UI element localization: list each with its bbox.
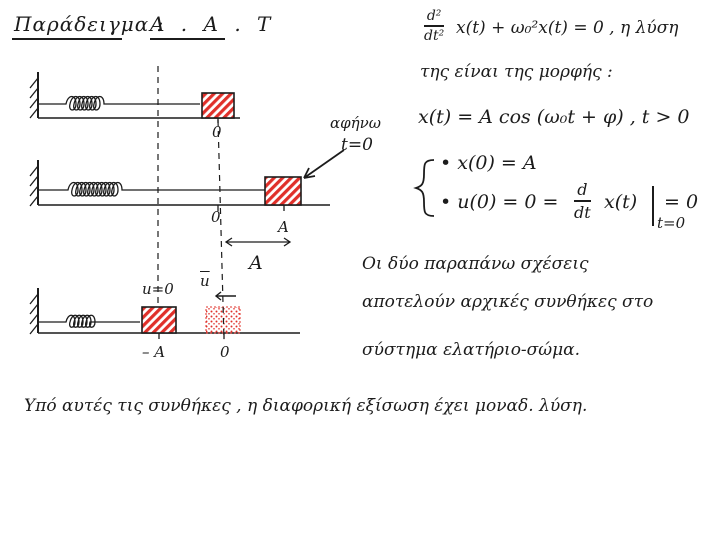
row-equilibrium	[30, 72, 240, 123]
zero-label-3: 0	[220, 343, 230, 361]
wall-hatching	[30, 294, 38, 334]
zero-label-2: 0	[211, 208, 221, 226]
note-line-2: αποτελούν αρχικές συνθήκες στο	[362, 292, 654, 312]
mass-block	[202, 93, 234, 118]
derivative-denominator: dt	[574, 202, 591, 222]
wall-hatching	[30, 78, 38, 118]
velocity-condition-end: = 0	[664, 191, 699, 213]
velocity-derivative-fraction	[574, 180, 591, 222]
wall-hatching	[30, 166, 38, 206]
evaluation-subscript: t=0	[657, 214, 686, 232]
general-solution: x(t) = A cos (ω₀t + φ) , t > 0	[418, 106, 690, 128]
ode-derivative-fraction	[424, 8, 444, 44]
release-arrow	[304, 150, 344, 178]
derivative-numerator: d	[577, 180, 588, 199]
amplitude-mark-label: A	[278, 218, 289, 236]
spring	[38, 315, 140, 327]
minus-amplitude-label: – A	[142, 343, 166, 361]
ode-line-2: της είναι της μορφής :	[420, 62, 613, 82]
ode-numerator: d²	[426, 8, 442, 24]
mass-block	[142, 307, 176, 333]
release-time-label: t=0	[341, 135, 373, 155]
page-title: Παράδειγμα :	[14, 12, 165, 36]
release-arrow-head	[304, 168, 315, 178]
release-label: αφήνω	[330, 114, 381, 132]
topic-title: Α . Α . Τ	[150, 12, 276, 36]
zero-label-1: 0	[212, 123, 222, 141]
fraction-bar	[424, 25, 444, 27]
evaluation-bar	[652, 186, 654, 226]
mass-block	[265, 177, 301, 205]
derivative-function: x(t)	[604, 191, 638, 213]
initial-condition-position: • x(0) = A	[440, 152, 537, 174]
spring	[38, 97, 200, 111]
ode-equation: x(t) + ω₀²x(t) = 0 , η λύση	[456, 18, 679, 38]
row-released	[30, 150, 344, 246]
velocity-zero-label: u=0	[142, 280, 174, 298]
velocity-vector-label: $\overline{u}$	[200, 272, 210, 290]
conclusion-line: Υπό αυτές τις συνθήκες , η διαφορική εξίσωση έχει μοναδ. λύση.	[24, 396, 588, 416]
fraction-bar	[574, 200, 591, 202]
amplitude-span-label: A	[249, 252, 263, 274]
ode-denominator: dt²	[424, 27, 445, 44]
spring	[38, 183, 265, 197]
note-line-1: Οι δύο παραπάνω σχέσεις	[362, 254, 589, 274]
system-brace	[416, 160, 434, 216]
initial-condition-velocity: • u(0) = 0 =	[440, 191, 559, 213]
note-line-3: σύστημα ελατήριο-σώμα.	[362, 340, 581, 360]
